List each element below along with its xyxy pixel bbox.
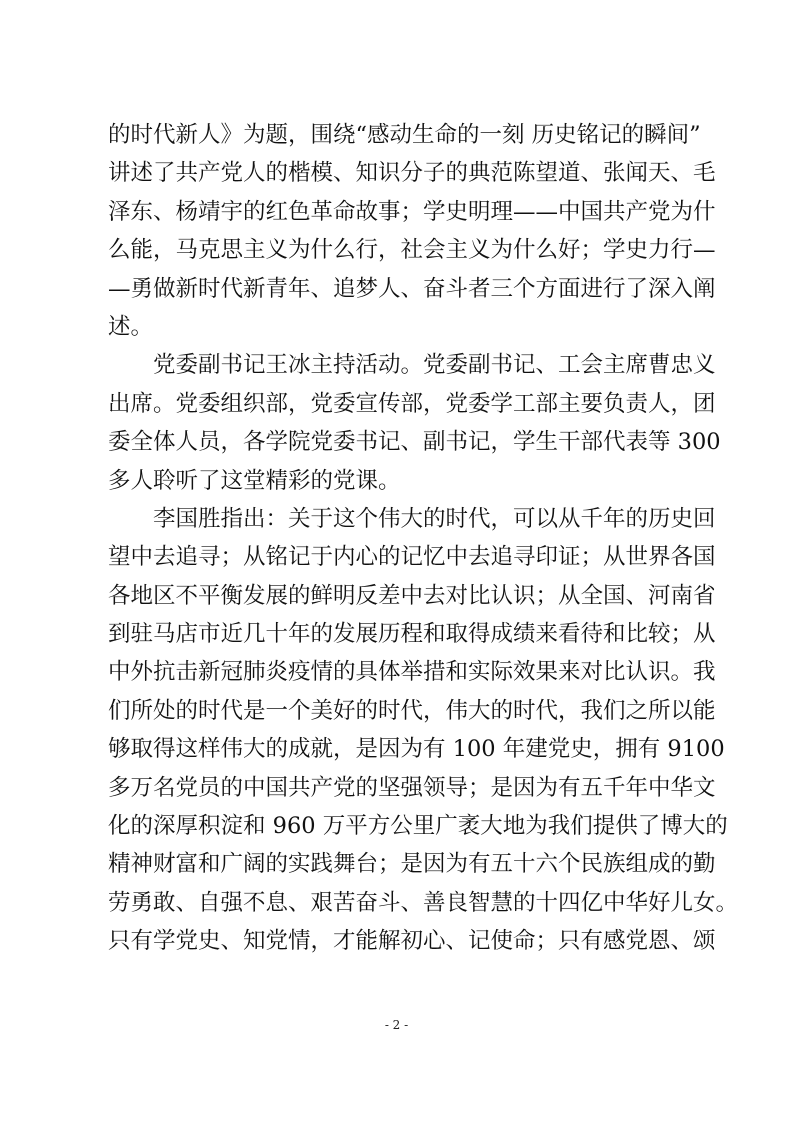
text-line: 各地区不平衡发展的鲜明反差中去对比认识；从全国、河南省 <box>108 582 716 609</box>
text-line: 的时代新人》为题，围绕“感动生命的一刻 历史铭记的瞬间” <box>108 122 701 148</box>
text-line: 多万名党员的中国共产党的坚强领导；是因为有五千年中华文 <box>108 774 716 801</box>
text-line: 多人聆听了这堂精彩的党课。 <box>108 467 401 494</box>
text-line: 李国胜指出：关于这个伟大的时代，可以从千年的历史回 <box>108 505 716 532</box>
text-line: 精神财富和广阔的实践舞台；是因为有五十六个民族组成的勤 <box>108 851 716 878</box>
text-line: 中外抗击新冠肺炎疫情的具体举措和实际效果来对比认识。我 <box>108 659 716 686</box>
text-line: 么能，马克思主义为什么行，社会主义为什么好；学史力行— <box>108 237 716 264</box>
text-line: 泽东、杨靖宇的红色革命故事；学史明理——中国共产党为什 <box>108 198 716 225</box>
text-line: 望中去追寻；从铭记于内心的记忆中去追寻印证；从世界各国 <box>108 544 716 571</box>
text-line: 党委副书记王冰主持活动。党委副书记、工会主席曹忠义 <box>108 352 716 379</box>
text-line: 们所处的时代是一个美好的时代，伟大的时代，我们之所以能 <box>108 697 716 724</box>
text-line: 委全体人员，各学院党委书记、副书记，学生干部代表等 300 <box>108 429 721 456</box>
text-line: 出席。党委组织部，党委宣传部，党委学工部主要负责人，团 <box>108 390 716 417</box>
text-line: 化的深厚积淀和 960 万平方公里广袤大地为我们提供了博大的 <box>108 813 728 840</box>
body-text <box>108 116 739 961</box>
text-line: 讲述了共产党人的楷模、知识分子的典范陈望道、张闻天、毛 <box>108 160 716 187</box>
text-line: —勇做新时代新青年、追梦人、奋斗者三个方面进行了深入阐 <box>108 275 716 302</box>
page-number: - 2 - <box>384 1018 409 1032</box>
text-line: 够取得这样伟大的成就，是因为有 100 年建党史，拥有 9100 <box>108 736 725 763</box>
text-line: 劳勇敢、自强不息、艰苦奋斗、善良智慧的十四亿中华好儿女。 <box>108 889 739 916</box>
text-line: 述。 <box>108 313 154 340</box>
text-line: 只有学党史、知党情，才能解初心、记使命；只有感党恩、颂 <box>108 928 716 955</box>
text-line: 到驻马店市近几十年的发展历程和取得成绩来看待和比较；从 <box>108 621 716 648</box>
